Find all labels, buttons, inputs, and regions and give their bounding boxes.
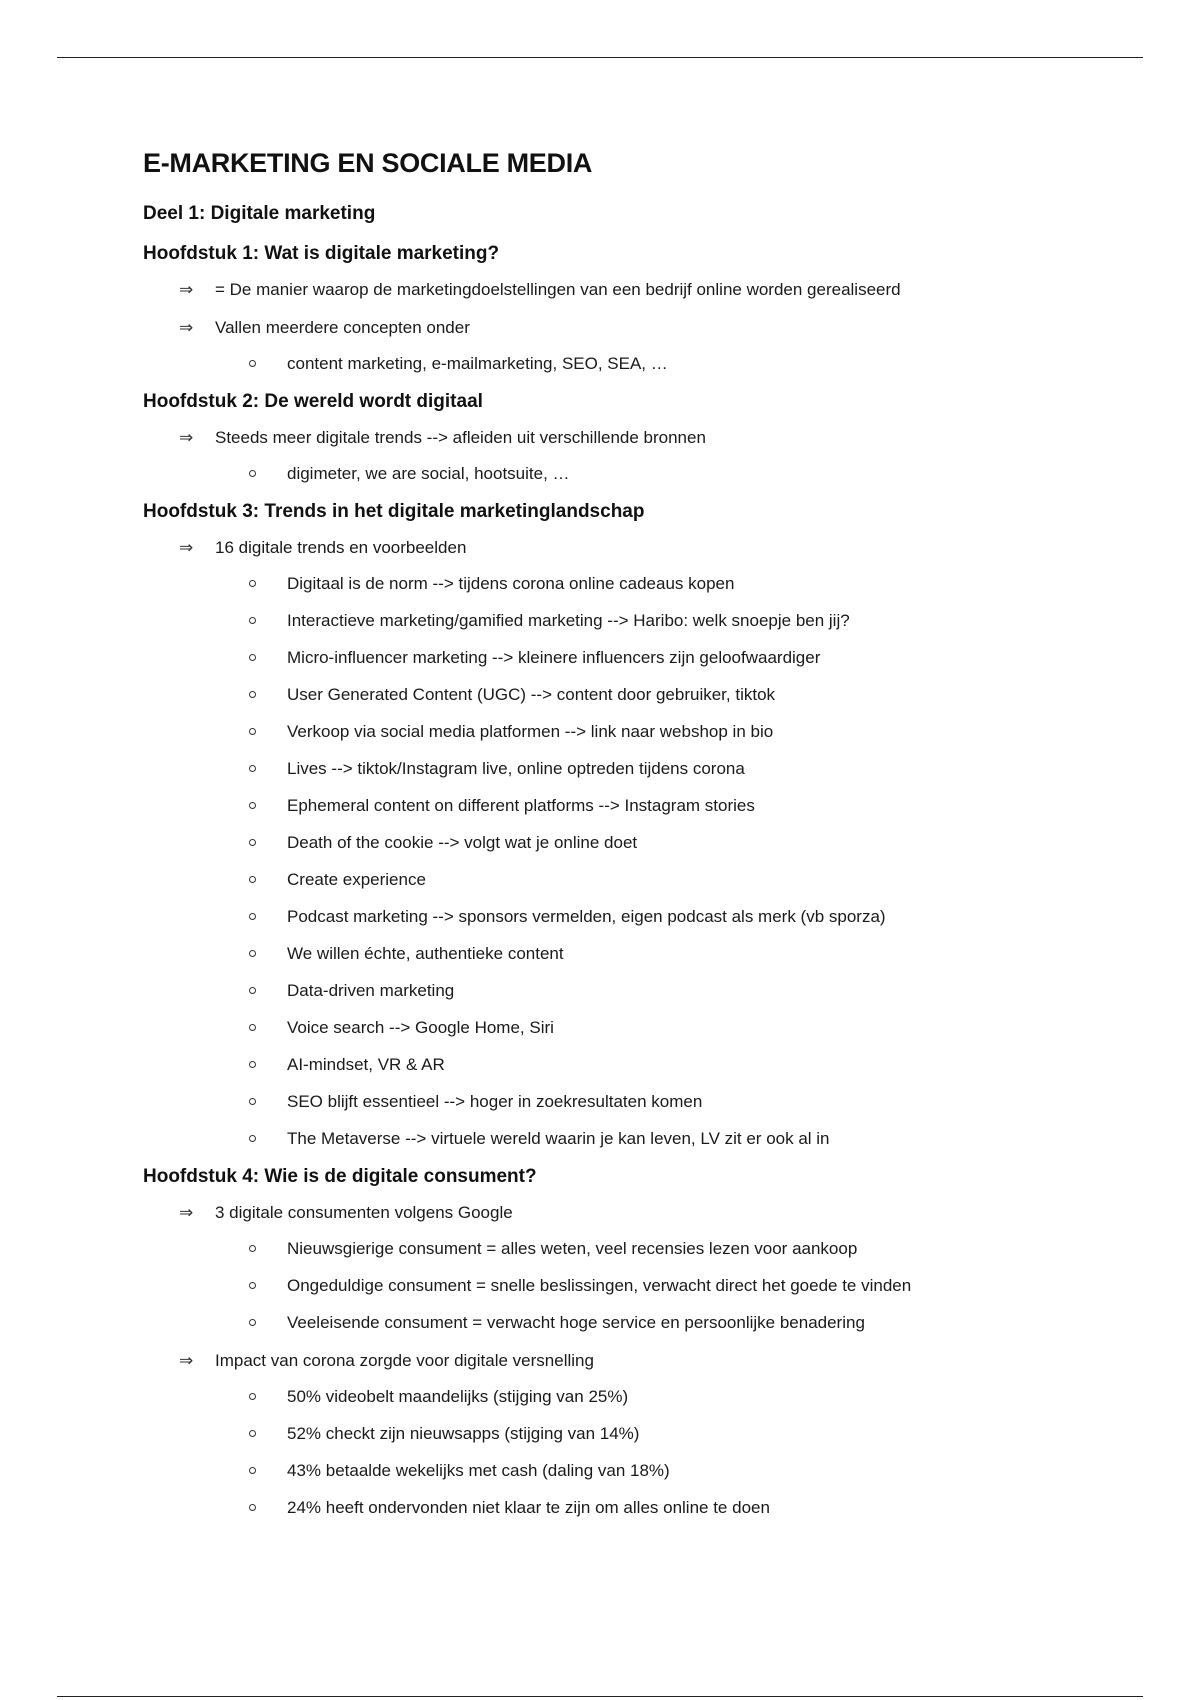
sub-list-item-text: content marketing, e-mailmarketing, SEO, SEA, … [287,354,668,373]
double-arrow-icon: ⇒ [179,538,194,557]
circle-bullet-icon [249,654,256,661]
part-heading: Deel 1: Digitale marketing [143,203,376,224]
circle-bullet-icon [249,1098,256,1105]
sub-list-item [215,647,1143,669]
sub-list-item-text: Data-driven marketing [287,981,455,1000]
sub-list-item-text: Voice search --> Google Home, Siri [287,1018,554,1037]
chapter-4 [143,1166,1143,1519]
list-item [143,427,1143,485]
list-item [143,1202,1143,1334]
sub-list-item-text: 24% heeft ondervonden niet klaar te zijn om alles online te doen [287,1498,770,1517]
header-rule [57,57,1143,58]
sub-list-item [215,1091,1143,1113]
document-page [143,148,1143,1535]
circle-bullet-icon [249,360,256,367]
sub-list-item [215,721,1143,743]
sub-bullet-list [215,1238,1143,1334]
circle-bullet-icon [249,876,256,883]
sub-list-item-text: digimeter, we are social, hootsuite, … [287,464,570,483]
sub-list-item [215,980,1143,1002]
circle-bullet-icon [249,1282,256,1289]
circle-bullet-icon [249,1135,256,1142]
circle-bullet-icon [249,1467,256,1474]
sub-list-item [215,1275,1143,1297]
sub-list-item [215,943,1143,965]
sub-bullet-list [215,1386,1143,1519]
sub-list-item [215,832,1143,854]
sub-list-item-text: 43% betaalde wekelijks met cash (daling van 18%) [287,1461,670,1480]
list-item [143,537,1143,1150]
sub-list-item-text: 52% checkt zijn nieuwsapps (stijging van 14%) [287,1424,640,1443]
sub-list-item [215,1312,1143,1334]
circle-bullet-icon [249,987,256,994]
chapter-2 [143,391,1143,485]
sub-list-item-text: Lives --> tiktok/Instagram live, online optreden tijdens corona [287,759,745,778]
circle-bullet-icon [249,839,256,846]
circle-bullet-icon [249,913,256,920]
footer-rule [57,1696,1143,1697]
list-item-text: Impact van corona zorgde voor digitale versnelling [215,1351,594,1370]
circle-bullet-icon [249,691,256,698]
sub-list-item-text: User Generated Content (UGC) --> content door gebruiker, tiktok [287,685,776,704]
sub-list-item [215,573,1143,595]
circle-bullet-icon [249,1393,256,1400]
double-arrow-icon: ⇒ [179,428,194,447]
sub-list-item [215,1238,1143,1260]
circle-bullet-icon [249,1430,256,1437]
chapter-1 [143,243,1143,375]
sub-list-item-text: Create experience [287,870,426,889]
sub-list-item-text: We willen échte, authentieke content [287,944,564,963]
sub-list-item-text: Digitaal is de norm --> tijdens corona online cadeaus kopen [287,574,735,593]
sub-list-item-text: AI-mindset, VR & AR [287,1055,445,1074]
sub-list-item-text: Ephemeral content on different platforms --> Instagram stories [287,796,755,815]
sub-list-item [215,1128,1143,1150]
sub-list-item [215,1423,1143,1445]
sub-list-item-text: Death of the cookie --> volgt wat je online doet [287,833,638,852]
circle-bullet-icon [249,765,256,772]
document-title: E-MARKETING EN SOCIALE MEDIA [143,148,593,178]
circle-bullet-icon [249,470,256,477]
double-arrow-icon: ⇒ [179,280,194,299]
double-arrow-icon: ⇒ [179,1351,194,1370]
list-item-text: Steeds meer digitale trends --> afleiden uit verschillende bronnen [215,428,706,447]
sub-list-item-text: Micro-influencer marketing --> kleinere influencers zijn geloofwaardiger [287,648,821,667]
sub-list-item-text: Podcast marketing --> sponsors vermelden, eigen podcast als merk (vb sporza) [287,907,886,926]
circle-bullet-icon [249,617,256,624]
list-item-text: Vallen meerdere concepten onder [215,318,470,337]
list-item-text: 16 digitale trends en voorbeelden [215,538,467,557]
sub-list-item [215,869,1143,891]
bullet-list [143,1202,1143,1519]
sub-list-item-text: Verkoop via social media platformen --> link naar webshop in bio [287,722,774,741]
circle-bullet-icon [249,728,256,735]
sub-list-item [215,795,1143,817]
sub-list-item-text: Ongeduldige consument = snelle beslissingen, verwacht direct het goede te vinden [287,1276,912,1295]
sub-list-item [215,1386,1143,1408]
circle-bullet-icon [249,1319,256,1326]
sub-bullet-list [215,463,1143,485]
circle-bullet-icon [249,950,256,957]
circle-bullet-icon [249,1245,256,1252]
double-arrow-icon: ⇒ [179,318,194,337]
sub-list-item [215,353,1143,375]
sub-list-item [215,1497,1143,1519]
chapter-heading: Hoofdstuk 2: De wereld wordt digitaal [143,391,483,412]
sub-bullet-list [215,573,1143,1150]
circle-bullet-icon [249,1024,256,1031]
chapter-heading: Hoofdstuk 3: Trends in het digitale marketinglandschap [143,501,645,522]
bullet-list [143,427,1143,485]
sub-list-item [215,1017,1143,1039]
circle-bullet-icon [249,580,256,587]
sub-bullet-list [215,353,1143,375]
chapters-container [143,243,1143,1519]
sub-list-item [215,1460,1143,1482]
sub-list-item [215,758,1143,780]
sub-list-item [215,463,1143,485]
sub-list-item-text: Veeleisende consument = verwacht hoge service en persoonlijke benadering [287,1313,865,1332]
circle-bullet-icon [249,802,256,809]
bullet-list [143,537,1143,1150]
list-item [143,1350,1143,1519]
sub-list-item [215,610,1143,632]
list-item-text: 3 digitale consumenten volgens Google [215,1203,513,1222]
list-item-text: = De manier waarop de marketingdoelstellingen van een bedrijf online worden gerealiseerd [215,280,901,299]
list-item [143,279,1143,301]
double-arrow-icon: ⇒ [179,1203,194,1222]
sub-list-item-text: The Metaverse --> virtuele wereld waarin je kan leven, LV zit er ook al in [287,1129,830,1148]
circle-bullet-icon [249,1504,256,1511]
sub-list-item-text: Nieuwsgierige consument = alles weten, veel recensies lezen voor aankoop [287,1239,858,1258]
chapter-heading: Hoofdstuk 1: Wat is digitale marketing? [143,243,500,264]
sub-list-item [215,906,1143,928]
sub-list-item-text: Interactieve marketing/gamified marketing --> Haribo: welk snoepje ben jij? [287,611,850,630]
bullet-list [143,279,1143,375]
circle-bullet-icon [249,1061,256,1068]
sub-list-item-text: 50% videobelt maandelijks (stijging van 25%) [287,1387,629,1406]
chapter-3 [143,501,1143,1150]
list-item [143,317,1143,375]
sub-list-item [215,1054,1143,1076]
chapter-heading: Hoofdstuk 4: Wie is de digitale consument? [143,1166,537,1187]
sub-list-item-text: SEO blijft essentieel --> hoger in zoekresultaten komen [287,1092,703,1111]
sub-list-item [215,684,1143,706]
